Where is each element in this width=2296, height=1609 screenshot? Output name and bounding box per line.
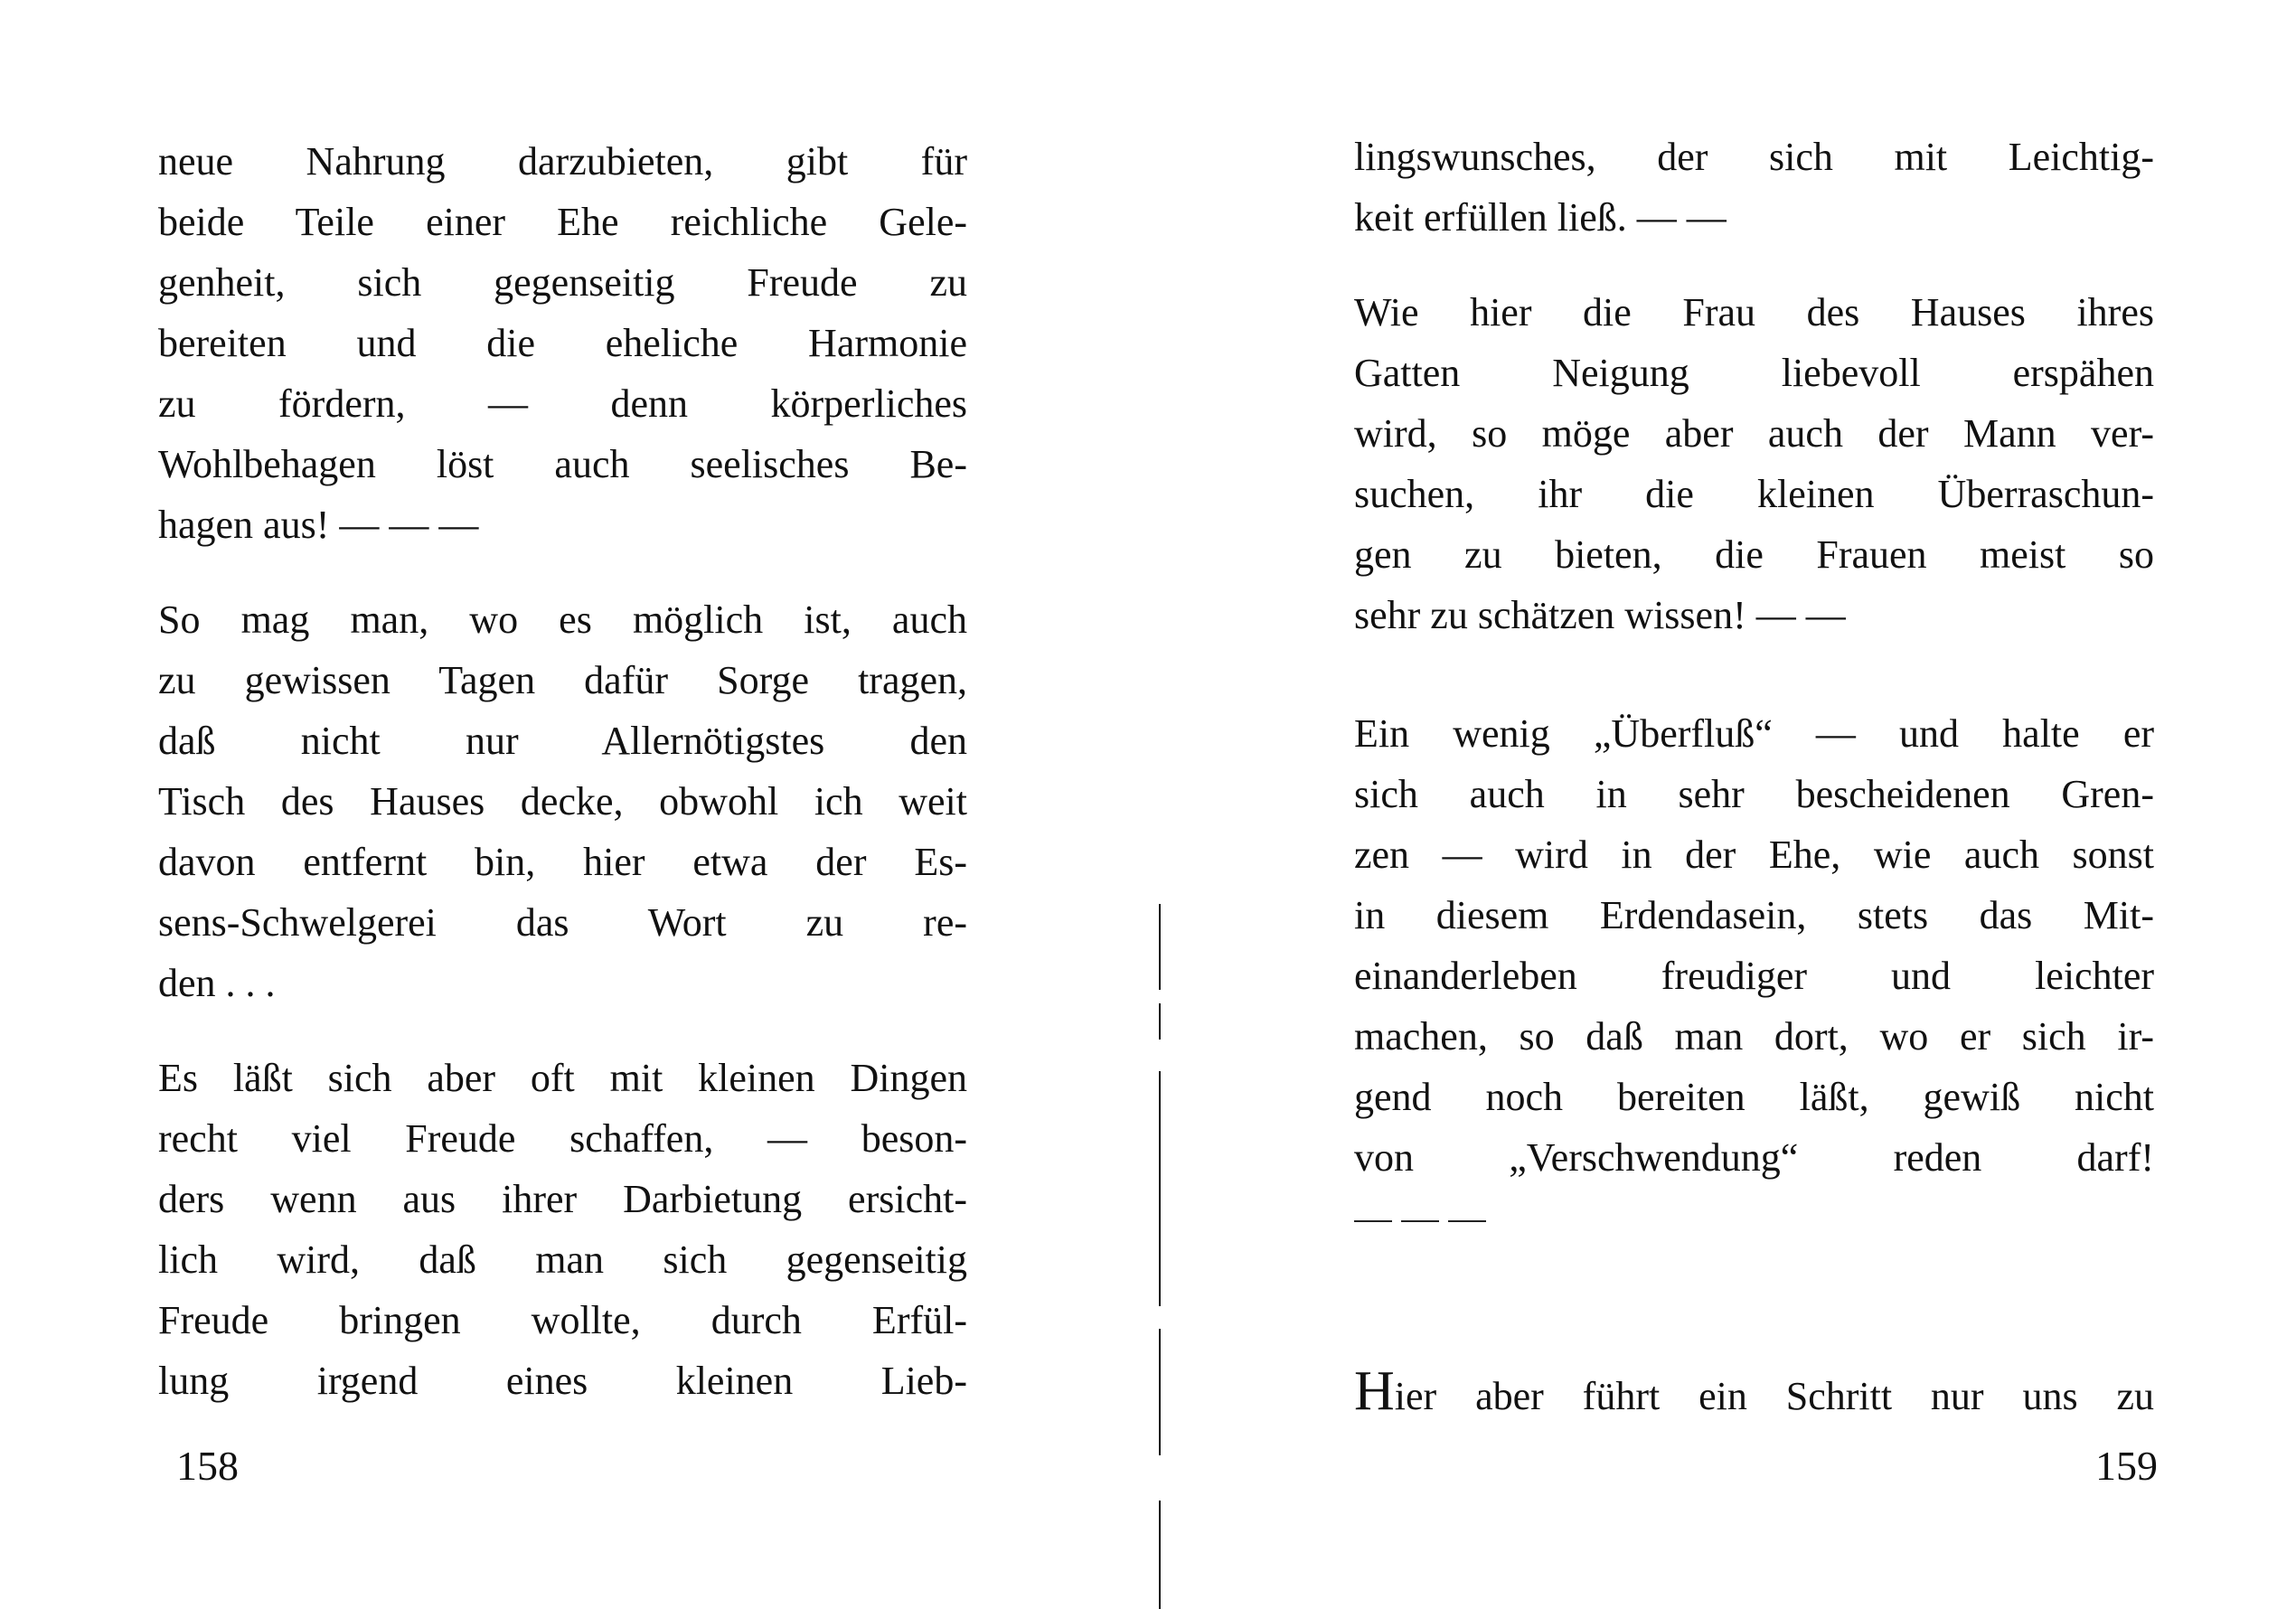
text-line: davon entfernt bin, hier etwa der Es- (158, 840, 967, 884)
text-line: lingswunsches, der sich mit Leichtig- (1354, 135, 2154, 179)
dash-mark (1401, 1220, 1439, 1222)
text-line: einanderleben freudiger und leichter (1354, 954, 2154, 998)
page-number: 159 (2095, 1443, 2158, 1489)
text-line: hagen aus! — — — (158, 503, 479, 547)
text-line: Ein wenig „Überfluß“ — und halte er (1354, 711, 2154, 756)
text-line: lich wird, daß man sich gegenseitig (158, 1237, 967, 1282)
text-line: gen zu bieten, die Frauen meist so (1354, 532, 2154, 577)
text-line: ders wenn aus ihrer Darbietung ersicht- (158, 1177, 967, 1221)
text-line: gend noch bereiten läßt, gewiß nicht (1354, 1075, 2154, 1119)
section-end-dashes (1354, 1188, 2154, 1248)
text-line: keit erfüllen ließ. — — (1354, 195, 1727, 240)
text-line: bereiten und die eheliche Harmonie (158, 321, 967, 365)
text-line: zu gewissen Tagen dafür Sorge tragen, (158, 658, 967, 702)
text-line: neue Nahrung darzubieten, gibt für (158, 139, 967, 183)
text-line: Es läßt sich aber oft mit kleinen Dingen (158, 1056, 967, 1100)
text-line: beide Teile einer Ehe reichliche Gele- (158, 200, 967, 244)
left-page-text (158, 131, 967, 1411)
text-line: Wohlbehagen löst auch seelisches Be- (158, 442, 967, 486)
text-line: lung irgend eines kleinen Lieb- (158, 1359, 967, 1403)
text-line: Freude bringen wollte, durch Erfül- (158, 1298, 967, 1342)
text-line: von „Verschwendung“ reden darf! (1354, 1135, 2154, 1180)
new-section-first-line (1354, 1360, 2154, 1426)
paragraph-gap (158, 1013, 967, 1048)
right-page-text (1354, 127, 2154, 1426)
text-line: daß nicht nur Allernötigstes den (158, 719, 967, 763)
text-line: zu fördern, — denn körperliches (158, 381, 967, 426)
initial-letter: H (1354, 1360, 1395, 1422)
right-page (1148, 0, 2296, 1609)
text-line: So mag man, wo es möglich ist, auch (158, 597, 967, 642)
dash-mark (1448, 1220, 1486, 1222)
paragraph-gap (1354, 248, 2154, 282)
text-line: den . . . (158, 961, 276, 1005)
text-line: machen, so daß man dort, wo er sich ir- (1354, 1014, 2154, 1059)
text-line: recht viel Freude schaffen, — beson- (158, 1116, 967, 1161)
text-line: genheit, sich gegenseitig Freude zu (158, 260, 967, 305)
dash-mark (1354, 1220, 1392, 1222)
text-line: sehr zu schätzen wissen! — — (1354, 593, 1846, 637)
text-line: wird, so möge aber auch der Mann ver- (1354, 411, 2154, 456)
page-number: 158 (176, 1443, 239, 1489)
paragraph-gap (1354, 645, 2154, 703)
text-line: in diesem Erdendasein, stets das Mit- (1354, 893, 2154, 937)
text-line: zen — wird in der Ehe, wie auch sonst (1354, 833, 2154, 877)
text-line: Wie hier die Frau des Hauses ihres (1354, 290, 2154, 334)
first-line-text: ier aber führt ein Schritt nur uns zu (1394, 1374, 2154, 1418)
text-line: sich auch in sehr bescheidenen Gren- (1354, 772, 2154, 816)
text-line: Gatten Neigung liebevoll erspähen (1354, 351, 2154, 395)
text-line: sens-Schwelgerei das Wort zu re- (158, 900, 967, 945)
section-gap (1354, 1248, 2154, 1366)
text-line: suchen, ihr die kleinen Überraschun- (1354, 472, 2154, 516)
paragraph-gap (158, 555, 967, 589)
text-line: Tisch des Hauses decke, obwohl ich weit (158, 779, 967, 823)
